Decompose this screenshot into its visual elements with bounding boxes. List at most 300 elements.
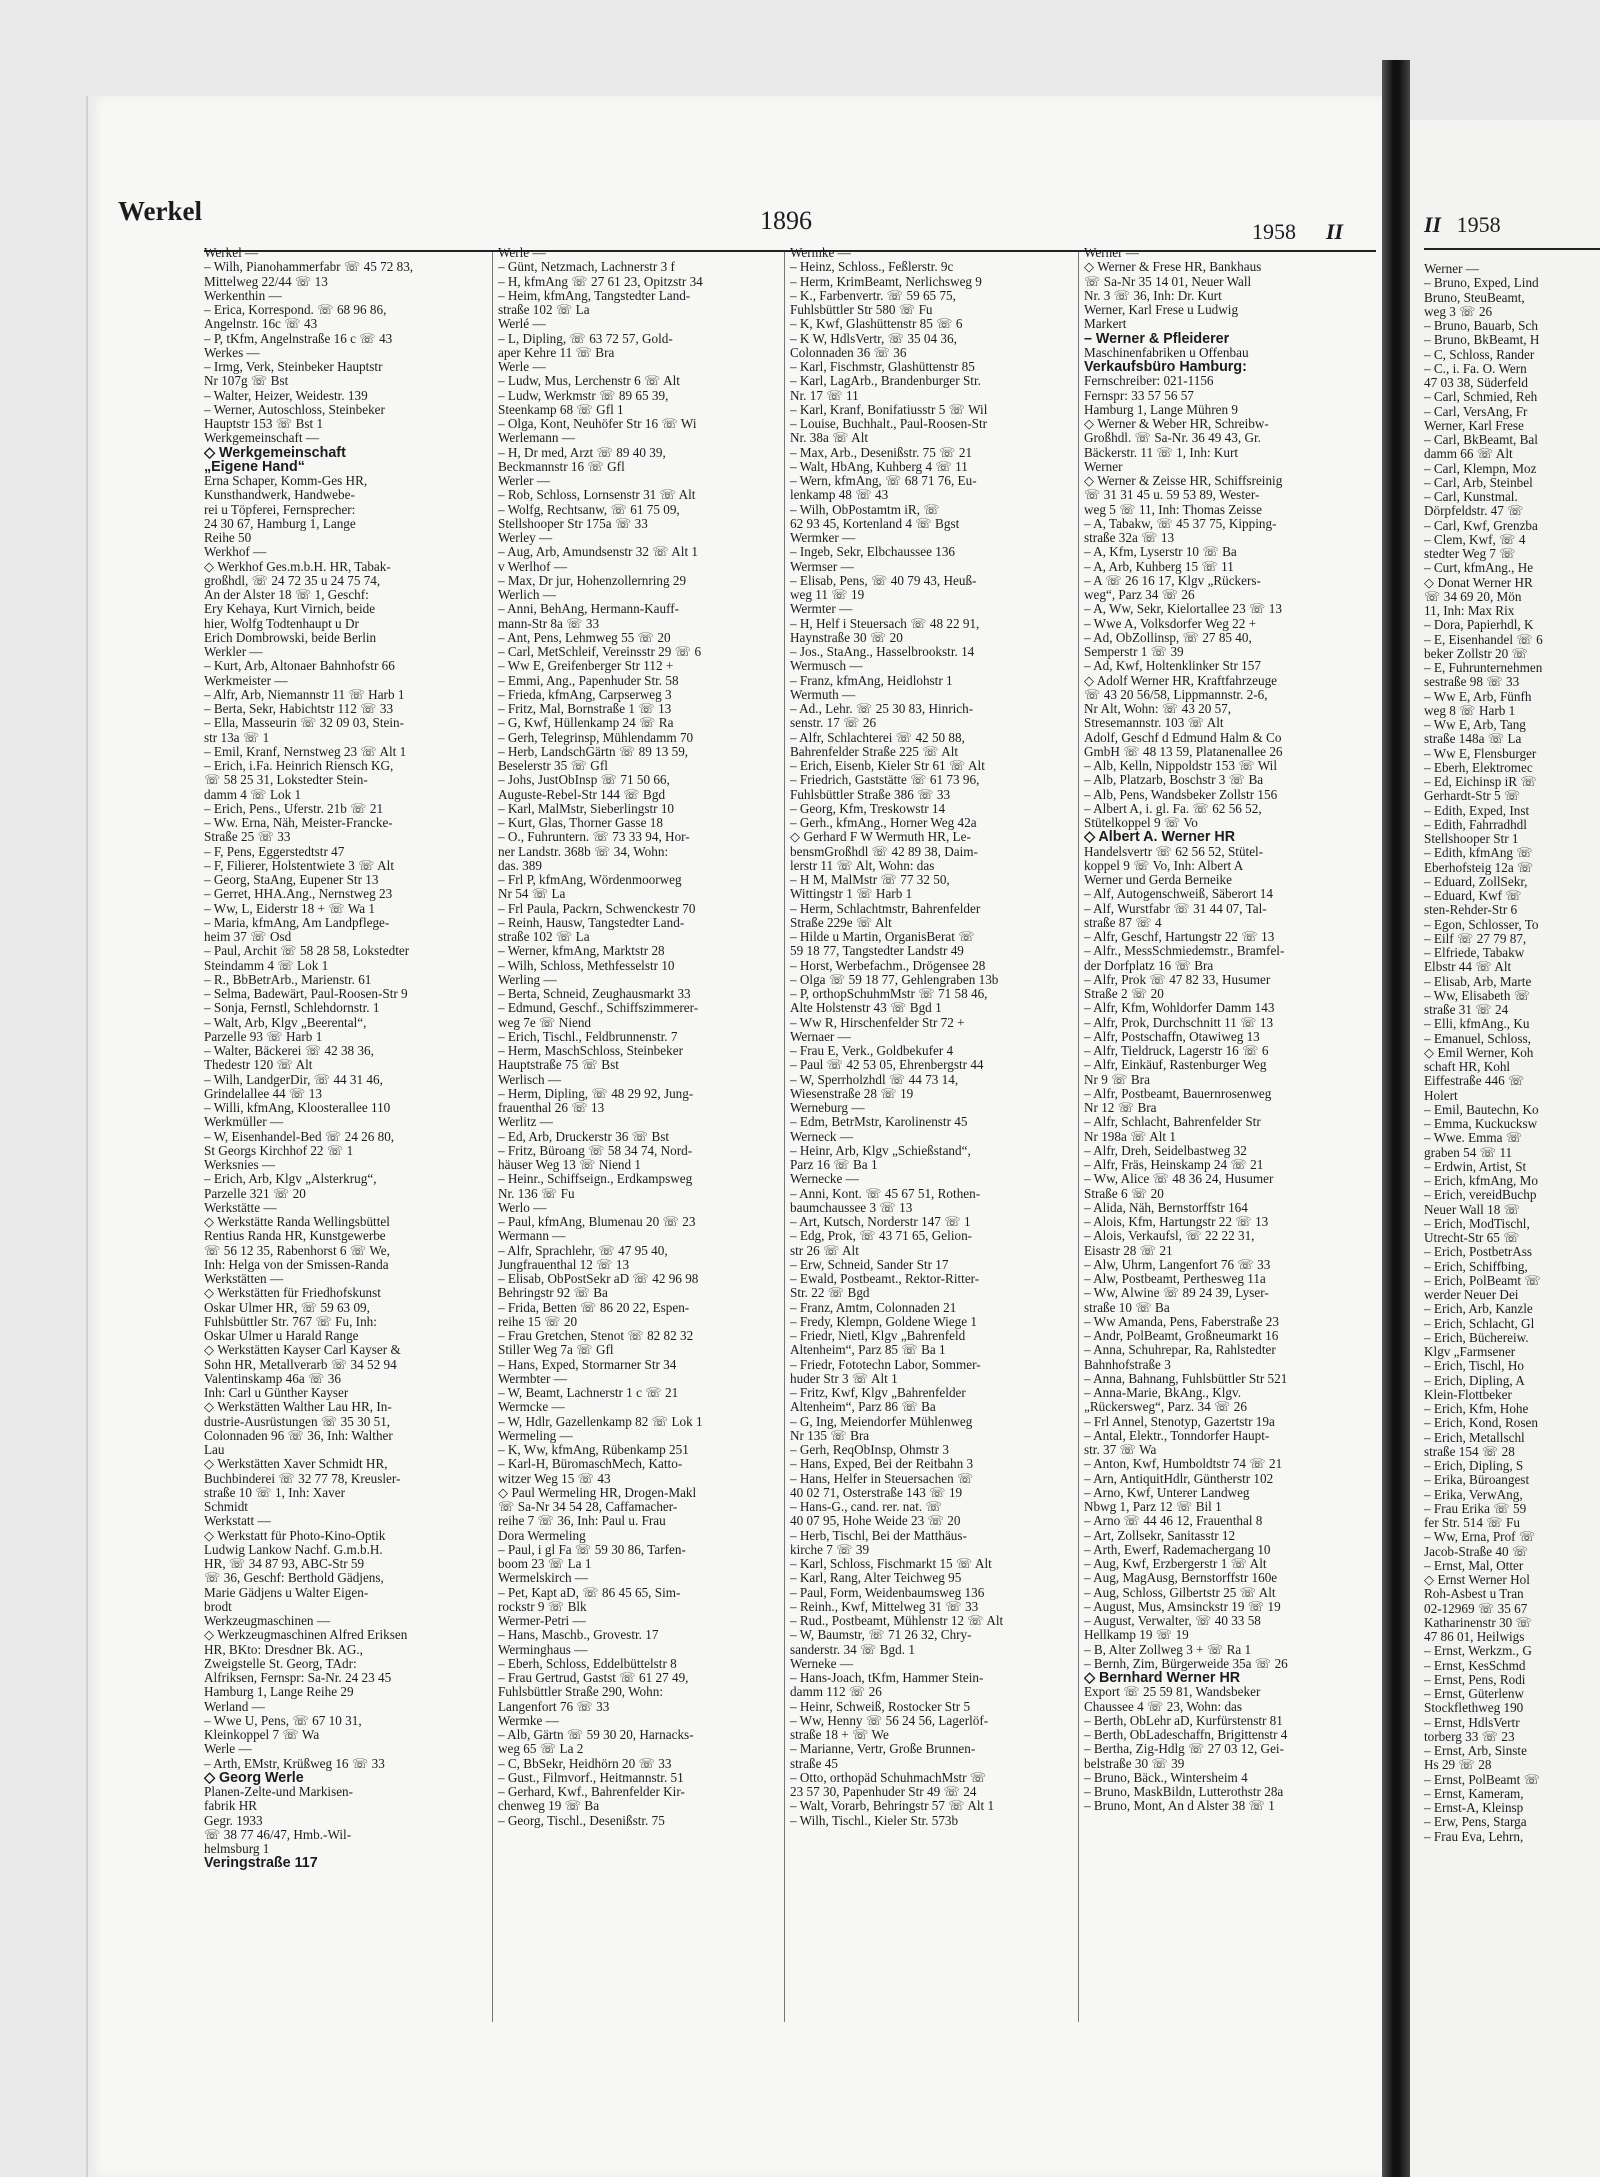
directory-entry-line: – Ww. Erna, Näh, Meister-Francke-: [204, 815, 393, 830]
directory-entry-line: – Olga ☏ 59 18 77, Gehlengraben 13b: [790, 971, 999, 987]
directory-entry-line: – Franz, Amtm, Colonnaden 21: [790, 1299, 957, 1315]
directory-entry-line: – Erich, Pens., Uferstr. 21b ☏ 21: [204, 800, 384, 816]
directory-entry-line: ◇ Werkstatt für Photo-Kino-Optik: [204, 1527, 386, 1543]
directory-entry-line: – Alf, Wurstfabr ☏ 31 44 07, Tal-: [1084, 900, 1267, 916]
directory-entry-line: aper Kehre 11 ☏ Bra: [498, 344, 615, 360]
facing-page-entry-line: – Emil, Bautechn, Ko: [1424, 1101, 1539, 1117]
directory-entry-line: Markert: [1084, 316, 1127, 332]
facing-page-entry-line: Klein-Flottbeker: [1424, 1386, 1512, 1402]
directory-entry-line: – Carl, MetSchleif, Vereinsstr 29 ☏ 6: [498, 644, 702, 659]
directory-entry-line: ◇ Werkstätte Randa Wellingsbüttel: [204, 1214, 390, 1229]
directory-entry-line: Nbwg 1, Parz 12 ☏ Bil 1: [1084, 1499, 1222, 1514]
directory-entry-line: 40 02 71, Osterstraße 143 ☏ 19: [790, 1484, 963, 1500]
directory-entry-line: boom 23 ☏ La 1: [498, 1556, 592, 1571]
directory-entry-line: ◇ Werkhof Ges.m.b.H. HR, Tabak-: [204, 558, 391, 574]
facing-page-entry-line: – Eberh, Elektromec: [1424, 759, 1533, 775]
directory-entry-line: – Paul, kfmAng, Blumenau 20 ☏ 23: [498, 1214, 696, 1229]
directory-entry-line: huder Str 3 ☏ Alt 1: [790, 1370, 898, 1386]
directory-entry-line: – Edg, Prok, ☏ 43 71 65, Gelion-: [790, 1228, 973, 1244]
directory-entry-line: Altenheim“, Parz 86 ☏ Ba: [790, 1399, 936, 1415]
directory-entry-line: weg 5 ☏ 11, Inh: Thomas Zeisse: [1084, 501, 1263, 517]
directory-entry-line: Werneck —: [790, 1128, 854, 1144]
directory-entry-line: – Ww, Henny ☏ 56 24 56, Lagerlöf-: [790, 1712, 989, 1728]
column-divider: [492, 252, 493, 2022]
directory-entry-line: – Alfr, Prok, Durchschnitt 11 ☏ 13: [1084, 1014, 1274, 1030]
directory-entry-line: Schmidt: [204, 1499, 248, 1514]
directory-entry-line: Wermeling —: [498, 1427, 573, 1443]
directory-entry-line: Werner und Gerda Berneike: [1084, 872, 1232, 887]
directory-entry-line: der Dorfplatz 16 ☏ Bra: [1084, 957, 1214, 973]
directory-entry-line: – Albert A, i. gl. Fa. ☏ 62 56 52,: [1084, 800, 1262, 816]
facing-page-entry-line: 47 86 01, Heilwigs: [1424, 1629, 1525, 1644]
directory-entry-line: straße 102 ☏ La: [498, 929, 590, 944]
directory-entry-line: – Karl-H, BüromaschMech, Katto-: [498, 1456, 683, 1472]
directory-entry-line: – Ad, ObZollinsp, ☏ 27 85 40,: [1084, 629, 1252, 645]
directory-entry-line: Eisastr 28 ☏ 21: [1084, 1242, 1173, 1258]
facing-page-entry-line: – Erich, kfmAng, Mo: [1424, 1173, 1538, 1188]
directory-entry-line: Werkmüller —: [204, 1114, 284, 1130]
directory-entry-line: ◇ Adolf Werner HR, Kraftfahrzeuge: [1084, 672, 1278, 688]
directory-entry-line: Wiesenstraße 28 ☏ 19: [790, 1085, 914, 1101]
facing-page-entry-line: Katharinenstr 30 ☏: [1424, 1614, 1533, 1630]
directory-entry-line: – Ella, Masseurin ☏ 32 09 03, Stein-: [204, 715, 404, 731]
directory-entry-line: Fernschreiber: 021-1156: [1084, 373, 1214, 389]
directory-entry-line: Sohn HR, Metallverarb ☏ 34 52 94: [204, 1356, 397, 1372]
directory-entry-line: – Emmi, Ang., Papenhuder Str. 58: [498, 672, 679, 688]
directory-entry-line: Werkel —: [204, 246, 259, 260]
directory-entry-line: – H, Dr med, Arzt ☏ 89 40 39,: [498, 444, 666, 460]
directory-entry-line: – Herb, LandschGärtn ☏ 89 13 59,: [498, 743, 689, 759]
facing-page-entry-line: – Ww, Elisabeth ☏: [1424, 987, 1531, 1003]
directory-entry-line: ☏ 36, Geschf: Berthold Gädjens,: [204, 1570, 384, 1586]
facing-page-entry-line: – Eduard, ZollSekr,: [1424, 873, 1528, 889]
facing-page-entry-line: – Carl, Kunstmal.: [1424, 489, 1518, 504]
facing-page-entry-line: weg 8 ☏ Harb 1: [1424, 702, 1516, 718]
directory-entry-line: „Rückersweg“, Parz. 34 ☏ 26: [1084, 1399, 1247, 1415]
directory-entry-line: Werlisch —: [498, 1071, 562, 1087]
facing-page-entry-line: – Ernst, Werkzm., G: [1424, 1643, 1532, 1659]
directory-entry-line: HR, BKto: Dresdner Bk. AG.,: [204, 1641, 363, 1657]
facing-page-entry-line: Elbstr 44 ☏ Alt: [1424, 959, 1512, 975]
directory-entry-line: Str. 22 ☏ Bgd: [790, 1285, 870, 1301]
directory-entry-line: weg“, Parz 34 ☏ 26: [1084, 587, 1195, 602]
directory-column-1: [204, 246, 476, 1871]
facing-page-entry-line: Neuer Wall 18 ☏: [1424, 1201, 1521, 1217]
directory-entry-line: Wermke —: [790, 246, 851, 260]
facing-page-entry-line: weg 3 ☏ 26: [1424, 303, 1493, 319]
directory-entry-line: – Herm, Dipling, ☏ 48 29 92, Jung-: [498, 1085, 694, 1101]
facing-page-volume: II: [1424, 212, 1442, 237]
directory-entry-line: Adolf, Geschf d Edmund Halm & Co: [1084, 729, 1282, 745]
directory-entry-line: – Gerh, ReqObInsp, Ohmstr 3: [790, 1442, 949, 1457]
directory-entry-line: – Max, Arb., Desenißstr. 75 ☏ 21: [790, 444, 973, 460]
facing-page-entry-line: Utrecht-Str 65 ☏: [1424, 1230, 1520, 1245]
facing-page-entry-line: – Carl, Klempn, Moz: [1424, 460, 1537, 476]
directory-entry-line: – A, Kfm, Lyserstr 10 ☏ Ba: [1084, 544, 1237, 560]
facing-page-entry-line: Eberhofsteig 12a ☏: [1424, 859, 1534, 875]
facing-page-entry-line: – Frau Eva, Lehrn,: [1424, 1828, 1524, 1844]
facing-page-entry-line: – Elfriede, Tabakw: [1424, 945, 1525, 960]
directory-entry-line: großhdl, ☏ 24 72 35 u 24 75 74,: [204, 572, 381, 588]
directory-entry-line: straße 32a ☏ 13: [1084, 530, 1175, 545]
directory-entry-line: Hellkamp 19 ☏ 19: [1084, 1627, 1189, 1643]
directory-entry-line: – Bruno, Bäck., Wintersheim 4: [1084, 1769, 1248, 1785]
directory-entry-line: – Frau Gertrud, Gastst ☏ 61 27 49,: [498, 1670, 689, 1685]
directory-entry-line: – Hans, Exped, Stormarner Str 34: [498, 1356, 677, 1372]
directory-entry-line: Langenfort 76 ☏ 33: [498, 1698, 610, 1714]
directory-entry-line: weg 65 ☏ La 2: [498, 1741, 584, 1757]
directory-entry-line: Stellshooper Str 175a ☏ 33: [498, 515, 648, 531]
directory-entry-line: HR, ☏ 34 87 93, ABC-Str 59: [204, 1556, 365, 1571]
directory-entry-line: – Karl, LagArb., Brandenburger Str.: [790, 373, 981, 389]
directory-entry-line: – Georg, Kfm, Treskowstr 14: [790, 800, 946, 816]
facing-page-entry-line: – Curt, kfmAng., He: [1424, 560, 1534, 576]
directory-entry-line: – Alfr, Geschf, Hartungstr 22 ☏ 13: [1084, 929, 1275, 944]
directory-entry-line: Behringstr 92 ☏ Ba: [498, 1285, 608, 1301]
directory-entry-line: – Art, Zollsekr, Sanitasstr 12: [1084, 1527, 1236, 1543]
facing-page-entry-line: Werner —: [1424, 262, 1479, 276]
directory-entry-line: Werkgemeinschaft —: [204, 430, 320, 446]
directory-entry-line: – Paul ☏ 42 53 05, Ehrenbergstr 44: [790, 1057, 984, 1073]
directory-entry-line: – Georg, StaAng, Eupener Str 13: [204, 872, 379, 887]
directory-entry-line: – Günt, Netzmach, Lachnerstr 3 f: [498, 259, 675, 275]
directory-entry-line: Hamburg 1, Lange Reihe 29: [204, 1684, 354, 1700]
directory-entry-line: Straße 25 ☏ 33: [204, 829, 291, 845]
directory-entry-line: Werler —: [498, 473, 551, 488]
facing-page-entry-line: ◇ Donat Werner HR: [1424, 574, 1533, 590]
facing-page-header: [1424, 212, 1501, 238]
facing-page-entry-line: sten-Rehder-Str 6: [1424, 902, 1518, 918]
directory-entry-line: – Aug, Schloss, Gilbertstr 25 ☏ Alt: [1084, 1584, 1276, 1600]
directory-entry-line: – Ludw, Werkmstr ☏ 89 65 39,: [498, 387, 669, 403]
directory-entry-line: str. 37 ☏ Wa: [1084, 1442, 1157, 1457]
directory-entry-line: – Alw, Uhrm, Langenfort 76 ☏ 33: [1084, 1256, 1271, 1272]
facing-page-entry-line: – Ed, Eichinsp iR ☏: [1424, 774, 1537, 789]
directory-entry-line: – Fritz, Mal, Bornstraße 1 ☏ 13: [498, 701, 672, 716]
running-head-year: 1958: [1252, 219, 1296, 244]
directory-entry-line: Wermter —: [790, 601, 853, 617]
directory-entry-line: – Edmund, Geschf., Schiffszimmerer-: [498, 1000, 699, 1016]
directory-entry-line: Ery Kehaya, Kurt Virnich, beide: [204, 601, 376, 617]
directory-entry-line: Thedestr 120 ☏ Alt: [204, 1057, 313, 1073]
directory-entry-line: ◇ Werkgemeinschaft: [204, 444, 346, 461]
directory-entry-line: – Berta, Schneid, Zeughausmarkt 33: [498, 986, 691, 1001]
directory-entry-line: – Alfr, Arb, Niemannstr 11 ☏ Harb 1: [204, 686, 405, 702]
directory-entry-line: – Ed, Arb, Druckerstr 36 ☏ Bst: [498, 1128, 670, 1144]
directory-entry-line: – Wern, kfmAng, ☏ 68 71 76, Eu-: [790, 473, 977, 488]
directory-entry-line: str 26 ☏ Alt: [790, 1242, 859, 1258]
facing-page-entry-line: – Erich, Dipling, A: [1424, 1372, 1525, 1388]
directory-entry-line: Oskar Ulmer HR, ☏ 59 63 09,: [204, 1299, 370, 1315]
directory-entry-line: Altenheim“, Parz 85 ☏ Ba 1: [790, 1342, 946, 1358]
running-head-volume: II: [1326, 219, 1344, 244]
directory-entry-line: Reihe 50: [204, 530, 252, 545]
directory-entry-line: – W, Baumstr, ☏ 71 26 32, Chry-: [790, 1627, 972, 1643]
directory-entry-line: Mittelweg 22/44 ☏ 13: [204, 273, 328, 289]
directory-entry-line: – Gerret, HHA.Ang., Nernstweg 23: [204, 886, 393, 902]
directory-entry-line: – Frida, Betten ☏ 86 20 22, Espen-: [498, 1299, 690, 1315]
directory-entry-line: – Alfr, Prok ☏ 47 82 33, Husumer: [1084, 971, 1271, 987]
directory-entry-line: Handelsvertr ☏ 62 56 52, Stütel-: [1084, 843, 1264, 859]
facing-page-entry-line: – Clem, Kwf, ☏ 4: [1424, 531, 1526, 547]
directory-entry-line: – Herm, MaschSchloss, Steinbeker: [498, 1043, 683, 1058]
directory-entry-line: – Alfr, Fräs, Heinskamp 24 ☏ 21: [1084, 1157, 1264, 1172]
directory-entry-line: – K., Farbenvertr. ☏ 59 65 75,: [790, 287, 956, 303]
directory-entry-line: GmbH ☏ 48 13 59, Platanenallee 26: [1084, 743, 1283, 759]
directory-entry-line: – Wilh, Tischl., Kieler Str. 573b: [790, 1812, 959, 1828]
directory-entry-line: – Frl Paula, Packrn, Schwenckestr 70: [498, 900, 696, 916]
directory-entry-line: – Anni, BehAng, Hermann-Kauff-: [498, 601, 680, 617]
directory-entry-line: Wermelskirch —: [498, 1570, 589, 1586]
facing-page-entry-line: – Erich, Arb, Kanzle: [1424, 1301, 1533, 1317]
directory-entry-line: baumchaussee 3 ☏ 13: [790, 1199, 913, 1215]
directory-entry-line: – Wolfg, Rechtsanw, ☏ 61 75 09,: [498, 501, 680, 517]
facing-page-entry-line: ◇ Emil Werner, Koh: [1424, 1044, 1534, 1060]
directory-entry-line: ◇ Albert A. Werner HR: [1084, 829, 1236, 846]
directory-entry-line: – A, Tabakw, ☏ 45 37 75, Kipping-: [1084, 515, 1277, 531]
facing-page-entry-line: – Wwe. Emma ☏: [1424, 1130, 1523, 1146]
directory-entry-line: – Karl, Fischmstr, Glashüttenstr 85: [790, 359, 975, 374]
directory-entry-line: Wernecke —: [790, 1171, 859, 1187]
directory-entry-line: Nr. 3 ☏ 36, Inh: Dr. Kurt: [1084, 287, 1222, 303]
page-number: 1896: [760, 206, 812, 235]
directory-entry-line: damm 112 ☏ 26: [790, 1684, 882, 1700]
directory-entry-line: – Anna, Schuhrepar, Ra, Rahlstedter: [1084, 1342, 1276, 1358]
directory-entry-line: – Fredy, Klempn, Goldene Wiege 1: [790, 1313, 977, 1329]
directory-entry-line: – Reinh, Hausw, Tangstedter Land-: [498, 914, 685, 930]
directory-entry-line: Werner: [1084, 458, 1123, 474]
directory-entry-line: Veringstraße 117: [204, 1855, 318, 1871]
directory-entry-line: weg 7e ☏ Niend: [498, 1014, 592, 1030]
directory-entry-line: bensmGroßhdl ☏ 42 89 38, Daim-: [790, 843, 978, 859]
directory-entry-line: – C, BbSekr, Heidhörn 20 ☏ 33: [498, 1755, 672, 1771]
directory-entry-line: – Karl, MalMstr, Sieberlingstr 10: [498, 800, 675, 816]
directory-entry-line: Nr 12 ☏ Bra: [1084, 1100, 1157, 1115]
directory-entry-line: – Bruno, Mont, An d Alster 38 ☏ 1: [1084, 1798, 1275, 1814]
directory-entry-line: – Fritz, Kwf, Klgv „Bahrenfelder: [790, 1385, 966, 1400]
directory-entry-line: Erich Dombrowski, beide Berlin: [204, 629, 377, 645]
directory-entry-line: ☏ 31 31 45 u. 59 53 89, Wester-: [1084, 487, 1260, 503]
directory-entry-line: lenkamp 48 ☏ 43: [790, 487, 889, 503]
facing-page-entry-line: Eiffestraße 446 ☏: [1424, 1073, 1525, 1089]
directory-entry-line: – B, Alter Zollweg 3 + ☏ Ra 1: [1084, 1641, 1252, 1657]
directory-entry-line: Wermusch —: [790, 658, 863, 674]
directory-entry-line: – Anna, Bahnang, Fuhlsbüttler Str 521: [1084, 1370, 1288, 1386]
directory-entry-line: – Alfr, Sprachlehr, ☏ 47 95 40,: [498, 1242, 668, 1258]
directory-entry-line: Fernspr: 33 57 56 57: [1084, 387, 1194, 403]
directory-entry-line: – Art, Kutsch, Norderstr 147 ☏ 1: [790, 1214, 971, 1229]
directory-entry-line: Beckmannstr 16 ☏ Gfl: [498, 458, 625, 474]
directory-entry-line: – Willi, kfmAng, Kloosterallee 110: [204, 1100, 391, 1115]
directory-entry-line: Grindelallee 44 ☏ 13: [204, 1085, 322, 1101]
directory-entry-line: straße 102 ☏ La: [498, 302, 590, 317]
directory-entry-line: 59 18 77, Tangstedter Landstr 49: [790, 943, 964, 959]
directory-entry-line: Stütelkoppel 9 ☏ Vo: [1084, 815, 1198, 830]
facing-page-entry-line: Werner, Karl Frese: [1424, 417, 1524, 433]
directory-entry-line: – Friedr, Fototechn Labor, Sommer-: [790, 1356, 981, 1372]
directory-entry-line: – K, Ww, kfmAng, Rübenkamp 251: [498, 1442, 689, 1457]
directory-entry-line: helmsburg 1: [204, 1841, 270, 1856]
directory-entry-line: Werkstatt —: [204, 1513, 271, 1529]
directory-entry-line: Fuhlsbüttler Str 580 ☏ Fu: [790, 302, 933, 317]
directory-entry-line: Jungfrauenthal 12 ☏ 13: [498, 1256, 630, 1272]
directory-entry-line: Nr Alt, Wohn: ☏ 43 20 57,: [1084, 701, 1232, 716]
facing-page-entry-line: Jacob-Straße 40 ☏: [1424, 1543, 1529, 1559]
directory-entry-line: rockstr 9 ☏ Blk: [498, 1598, 587, 1614]
directory-entry-line: Alfriksen, Fernspr: Sa-Nr. 24 23 45: [204, 1670, 392, 1685]
directory-entry-line: Gegr. 1933: [204, 1812, 263, 1828]
directory-entry-line: Wermcke —: [498, 1399, 565, 1415]
directory-entry-line: Werle —: [498, 359, 546, 374]
facing-page: [1410, 120, 1600, 2177]
directory-entry-line: witzer Weg 15 ☏ 43: [498, 1470, 611, 1486]
directory-entry-line: damm 4 ☏ Lok 1: [204, 786, 302, 802]
directory-entry-line: – Bernh, Zim, Bürgerweide 35a ☏ 26: [1084, 1655, 1288, 1671]
directory-entry-line: – Otto, orthopäd SchuhmachMstr ☏: [790, 1769, 987, 1785]
directory-entry-line: str 13a ☏ 1: [204, 729, 270, 745]
directory-entry-line: – Jos., StaAng., Hasselbrookstr. 14: [790, 644, 975, 659]
facing-page-entry-line: Dörpfeldstr. 47 ☏: [1424, 503, 1524, 519]
directory-entry-line: – Aug, Arb, Amundsenstr 32 ☏ Alt 1: [498, 544, 699, 560]
facing-page-entry-line: – Erich, Kond, Rosen: [1424, 1415, 1538, 1431]
directory-entry-line: Werminghaus —: [498, 1641, 588, 1657]
facing-page-entry-line: – Carl, VersAng, Fr: [1424, 403, 1528, 419]
directory-entry-line: – A ☏ 26 16 17, Klgv „Rückers-: [1084, 572, 1261, 588]
facing-page-entry-line: – Carl, BkBeamt, Bal: [1424, 432, 1538, 447]
facing-page-entry-line: – Erich, PostbetrAss: [1424, 1244, 1533, 1260]
facing-page-entry-line: – Ernst, Mal, Otter: [1424, 1557, 1524, 1573]
directory-entry-line: – Werner, Autoschloss, Steinbeker: [204, 401, 385, 417]
directory-entry-line: Ludwig Lankow Nachf. G.m.b.H.: [204, 1541, 383, 1557]
directory-entry-line: – Louise, Buchhalt., Paul-Roosen-Str: [790, 416, 988, 431]
directory-entry-line: – Karl, Rang, Alter Teichweg 95: [790, 1570, 962, 1586]
directory-entry-line: Erna Schaper, Komm-Ges HR,: [204, 473, 368, 488]
directory-entry-line: – Eberh, Schloss, Eddelbüttelstr 8: [498, 1655, 677, 1671]
directory-entry-line: – Alf, Autogenschweiß, Säberort 14: [1084, 886, 1273, 902]
directory-entry-line: – Ww, L, Eiderstr 18 + ☏ Wa 1: [204, 900, 375, 916]
directory-entry-line: – Bruno, MaskBildn, Lutterothstr 28a: [1084, 1784, 1284, 1799]
directory-entry-line: Werle —: [204, 1741, 252, 1757]
facing-page-entry-line: – Egon, Schlosser, To: [1424, 916, 1539, 932]
running-head-word: Werkel: [118, 196, 202, 226]
directory-entry-line: hier, Wolfg Todtenhaupt u Dr: [204, 615, 359, 631]
directory-entry-line: Parzelle 321 ☏ 20: [204, 1185, 306, 1201]
directory-entry-line: – Alfr, Schlacht, Bahrenfelder Str: [1084, 1114, 1261, 1130]
directory-entry-line: ◇ Werkstätten Kayser Carl Kayser &: [204, 1342, 401, 1358]
directory-entry-line: – P, tKfm, Angelnstraße 16 c ☏ 43: [204, 330, 393, 346]
directory-entry-line: 24 30 67, Hamburg 1, Lange: [204, 515, 356, 531]
facing-page-entry-line: Holert: [1424, 1087, 1458, 1103]
directory-entry-line: – L, Dipling, ☏ 63 72 57, Gold-: [498, 330, 673, 346]
directory-entry-line: – Herm, KrimBeamt, Nerlichsweg 9: [790, 273, 982, 289]
directory-entry-line: Colonnaden 36 ☏ 36: [790, 344, 907, 360]
directory-entry-line: – Alb, Pens, Wandsbeker Zollstr 156: [1084, 786, 1278, 802]
directory-entry-line: – Selma, Badewärt, Paul-Roosen-Str 9: [204, 986, 408, 1001]
directory-entry-line: – Berth, ObLadeschaffn, Brigittenstr 4: [1084, 1727, 1288, 1742]
directory-entry-line: Wermker —: [790, 530, 856, 545]
facing-page-entry-line: Hs 29 ☏ 28: [1424, 1757, 1492, 1773]
directory-entry-line: Hauptstraße 75 ☏ Bst: [498, 1057, 619, 1073]
directory-entry-line: – Hans, Helfer in Steuersachen ☏: [790, 1470, 974, 1486]
directory-entry-line: straße 45: [790, 1755, 838, 1771]
directory-entry-line: ner Landstr. 368b ☏ 34, Wohn:: [498, 843, 669, 859]
directory-entry-line: – Friedr, Nietl, Klgv „Bahrenfeld: [790, 1328, 966, 1343]
directory-entry-line: Nr 198a ☏ Alt 1: [1084, 1128, 1176, 1144]
facing-page-entry-line: werder Neuer Dei: [1424, 1287, 1519, 1302]
directory-entry-line: – Anni, Kont. ☏ 45 67 51, Rothen-: [790, 1185, 981, 1201]
directory-entry-line: lerstr 11 ☏ Alt, Wohn: das: [790, 857, 935, 873]
directory-entry-line: – Arno ☏ 44 46 12, Frauenthal 8: [1084, 1513, 1263, 1529]
directory-entry-line: Werland —: [204, 1698, 265, 1714]
directory-entry-line: Werlitz —: [498, 1114, 553, 1130]
directory-entry-line: – Fritz, Büroang ☏ 58 34 74, Nord-: [498, 1142, 693, 1158]
directory-entry-line: Fuhlsbüttler Straße 290, Wohn:: [498, 1684, 663, 1700]
directory-entry-line: Werlemann —: [498, 430, 575, 446]
directory-entry-line: Werkes —: [204, 344, 260, 360]
directory-entry-line: – Berth, ObLehr aD, Kurfürstenstr 81: [1084, 1712, 1283, 1728]
directory-entry-line: – Ww, Alice ☏ 48 36 24, Husumer: [1084, 1171, 1274, 1187]
directory-entry-line: Parz 16 ☏ Ba 1: [790, 1157, 878, 1172]
directory-entry-line: Verkaufsbüro Hamburg:: [1084, 359, 1247, 375]
directory-entry-line: Fuhlsbüttler Straße 386 ☏ 33: [790, 786, 951, 802]
directory-entry-line: – H M, MalMstr ☏ 77 32 50,: [790, 872, 950, 887]
directory-entry-line: 23 57 30, Papenhuder Str 49 ☏ 24: [790, 1784, 977, 1799]
facing-page-entry-line: – Eilf ☏ 27 79 87,: [1424, 930, 1527, 946]
directory-entry-line: Oskar Ulmer u Harald Range: [204, 1328, 359, 1343]
directory-entry-line: Nr. 17 ☏ 11: [790, 387, 859, 403]
directory-entry-line: ◇ Werner & Frese HR, Bankhaus: [1084, 259, 1262, 275]
directory-entry-line: – G, Kwf, Hüllenkamp 24 ☏ Ra: [498, 715, 674, 731]
directory-entry-line: Steenkamp 68 ☏ Gfl 1: [498, 401, 624, 417]
facing-page-entry-line: – E, Eisenhandel ☏ 6: [1424, 631, 1543, 647]
directory-entry-line: Fuhlsbüttler Str. 767 ☏ Fu, Inh:: [204, 1313, 377, 1329]
facing-page-entry-line: – Carl, Kwf, Grenzba: [1424, 517, 1538, 533]
directory-entry-line: reihe 15 ☏ 20: [498, 1313, 578, 1329]
directory-entry-line: – Hans, Exped, Bei der Reitbahn 3: [790, 1456, 974, 1472]
directory-entry-line: – Emil, Kranf, Nernstweg 23 ☏ Alt 1: [204, 743, 407, 759]
facing-page-entry-line: – Ernst, HdlsVertr: [1424, 1714, 1520, 1730]
directory-entry-line: Colonnaden 96 ☏ 36, Inh: Walther: [204, 1427, 393, 1443]
directory-entry-line: ☏ Sa-Nr 34 54 28, Caffamacher-: [498, 1499, 678, 1514]
directory-entry-line: Nr. 38a ☏ Alt: [790, 430, 869, 446]
facing-page-entry-line: – Erich, PolBeamt ☏: [1424, 1272, 1541, 1288]
directory-entry-line: Bäckerstr. 11 ☏ 1, Inh: Kurt: [1084, 444, 1239, 460]
directory-entry-line: Inh: Carl u Günther Kayser: [204, 1385, 349, 1400]
directory-entry-line: – Wilh, ObPostamtm iR, ☏: [790, 501, 940, 517]
directory-entry-line: – P, orthopSchuhmMstr ☏ 71 58 46,: [790, 986, 988, 1001]
directory-entry-line: – Max, Dr jur, Hohenzollernring 29: [498, 572, 687, 588]
directory-entry-line: – Alois, Kfm, Hartungstr 22 ☏ 13: [1084, 1214, 1269, 1229]
directory-entry-line: Chaussee 4 ☏ 23, Wohn: das: [1084, 1698, 1243, 1714]
directory-column-3: [790, 246, 1062, 1828]
directory-entry-line: ◇ Paul Wermeling HR, Drogen-Makl: [498, 1484, 697, 1500]
facing-page-entry-line: – Erich, Kfm, Hohe: [1424, 1401, 1529, 1416]
directory-entry-line: Großhdl. ☏ Sa-Nr. 36 49 43, Gr.: [1084, 430, 1261, 446]
facing-page-entry-line: – C, Schloss, Rander: [1424, 346, 1535, 362]
directory-entry-line: straße 87 ☏ 4: [1084, 914, 1162, 930]
directory-entry-line: – Karl, Kranf, Bonifatiusstr 5 ☏ Wil: [790, 401, 988, 417]
facing-page-entry-line: – Erich, Büchereiw.: [1424, 1329, 1529, 1345]
directory-entry-line: – Gerh., kfmAng., Horner Weg 42a: [790, 815, 977, 830]
directory-entry-line: – Wwe A, Volksdorfer Weg 22 +: [1084, 615, 1257, 631]
directory-entry-line: – W, Beamt, Lachnerstr 1 c ☏ 21: [498, 1385, 679, 1400]
directory-entry-line: – Erich, i.Fa. Heinrich Riensch KG,: [204, 758, 394, 773]
facing-page-entry-line: – Edith, Fahrradhdl: [1424, 816, 1527, 832]
facing-page-entry-line: 47 03 38, Süderfeld: [1424, 375, 1529, 390]
directory-entry-line: Beselerstr 35 ☏ Gfl: [498, 758, 608, 773]
directory-entry-line: – Maria, kfmAng, Am Landpflege-: [204, 914, 390, 930]
directory-entry-line: rei u Töpferei, Fernsprecher:: [204, 501, 356, 517]
